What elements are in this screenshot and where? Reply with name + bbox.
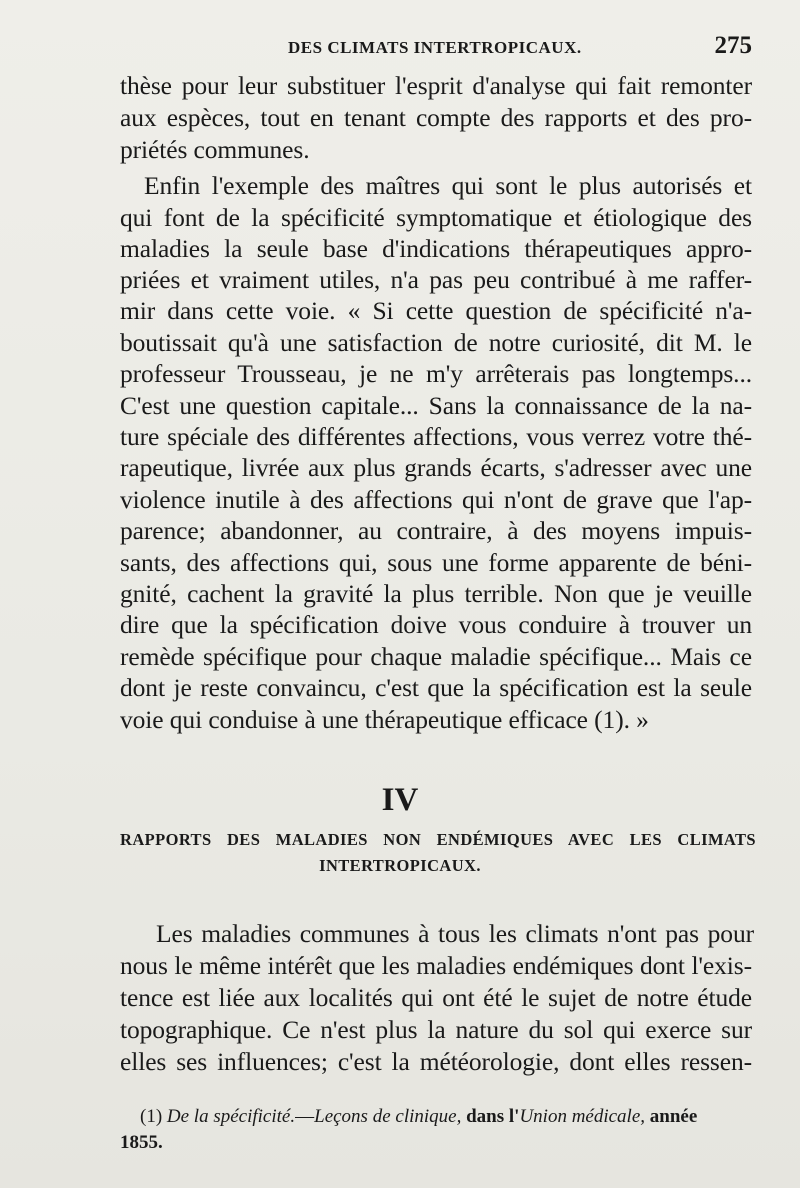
text-line: aux espèces, tout en tenant compte des rapports et des pro- (120, 103, 752, 132)
text-line: priées et vraiment utiles, n'a pas peu contribué à me raffer- (120, 265, 752, 294)
text-line: topographique. Ce n'est plus la nature du sol qui exerce sur (120, 1015, 752, 1044)
footnote-title: De la spécificité. (166, 1106, 296, 1127)
text-line: parence; abandonner, au contraire, à des moyens impuis- (120, 516, 752, 545)
text-line: gnité, cachent la gravité la plus terrible. Non que je veuille (120, 579, 752, 608)
text-line: C'est une question capitale... Sans la connaissance de la na- (120, 391, 752, 420)
footnote-mid: dans l' (466, 1106, 520, 1127)
text-line: remède spécifique pour chaque maladie spécifique... Mais ce (120, 642, 752, 671)
footnote (140, 1104, 756, 1130)
footnote-year: 1855. (120, 1132, 163, 1153)
text-line: Enfin l'exemple des maîtres qui sont le plus autorisés et (144, 171, 752, 200)
text-line: professeur Trousseau, je ne m'y arrêterais pas longtemps... (120, 359, 752, 388)
footnote-tail: année (649, 1106, 698, 1127)
text-line: rapeutique, livrée aux plus grands écarts, s'adresser avec une (120, 453, 752, 482)
text-line: voie qui conduise à une thérapeutique efficace (1). » (120, 705, 649, 734)
text-line: dire que la spécification doive vous conduire à trouver un (120, 610, 752, 639)
page-header (120, 32, 760, 66)
text-line: nous le même intérêt que les maladies endémiques dont l'exis- (120, 951, 752, 980)
text-line: violence inutile à des affections qui n'ont de grave que l'ap- (120, 485, 752, 514)
text-line: ture spéciale des différentes affections, vous verrez votre thé- (120, 422, 752, 451)
footnote-subtitle: Leçons de clinique, (314, 1106, 462, 1127)
text-line: Les maladies communes à tous les climats n'ont pas pour (156, 919, 754, 948)
text-line: sants, des affections qui, sous une forme apparente de béni- (120, 548, 752, 577)
text-line: tence est liée aux localités qui ont été le sujet de notre étude (120, 983, 752, 1012)
text-line: qui font de la spécificité symptomatique et étiologique des (120, 203, 752, 232)
footnote-marker: (1) (140, 1106, 163, 1127)
text-line: dont je reste convaincu, c'est que la spécification est la seule (120, 673, 752, 702)
section-number: IV (381, 782, 419, 818)
footnote-journal: Union médicale, (519, 1106, 646, 1127)
page-number: 275 (714, 32, 752, 59)
text-line: priétés communes. (120, 135, 310, 164)
footnote-dash: — (295, 1106, 315, 1127)
section-title: RAPPORTS DES MALADIES NON ENDÉMIQUES AVEC LES CLIMATS (120, 830, 756, 849)
text-line: mir dans cette voie. « Si cette question de spécificité n'a- (120, 296, 752, 325)
text-line: thèse pour leur substituer l'esprit d'analyse qui fait remonter (120, 71, 752, 100)
running-head: DES CLIMATS INTERTROPICAUX. (288, 38, 582, 57)
text-line: boutissait qu'à une satisfaction de notre curiosité, dit M. le (120, 328, 752, 357)
text-line: maladies la seule base d'indications thérapeutiques appro- (120, 234, 752, 263)
text-line: elles ses influences; c'est la météorologie, dont elles ressen- (120, 1047, 752, 1076)
section-title-continued: INTERTROPICAUX. (319, 856, 481, 875)
